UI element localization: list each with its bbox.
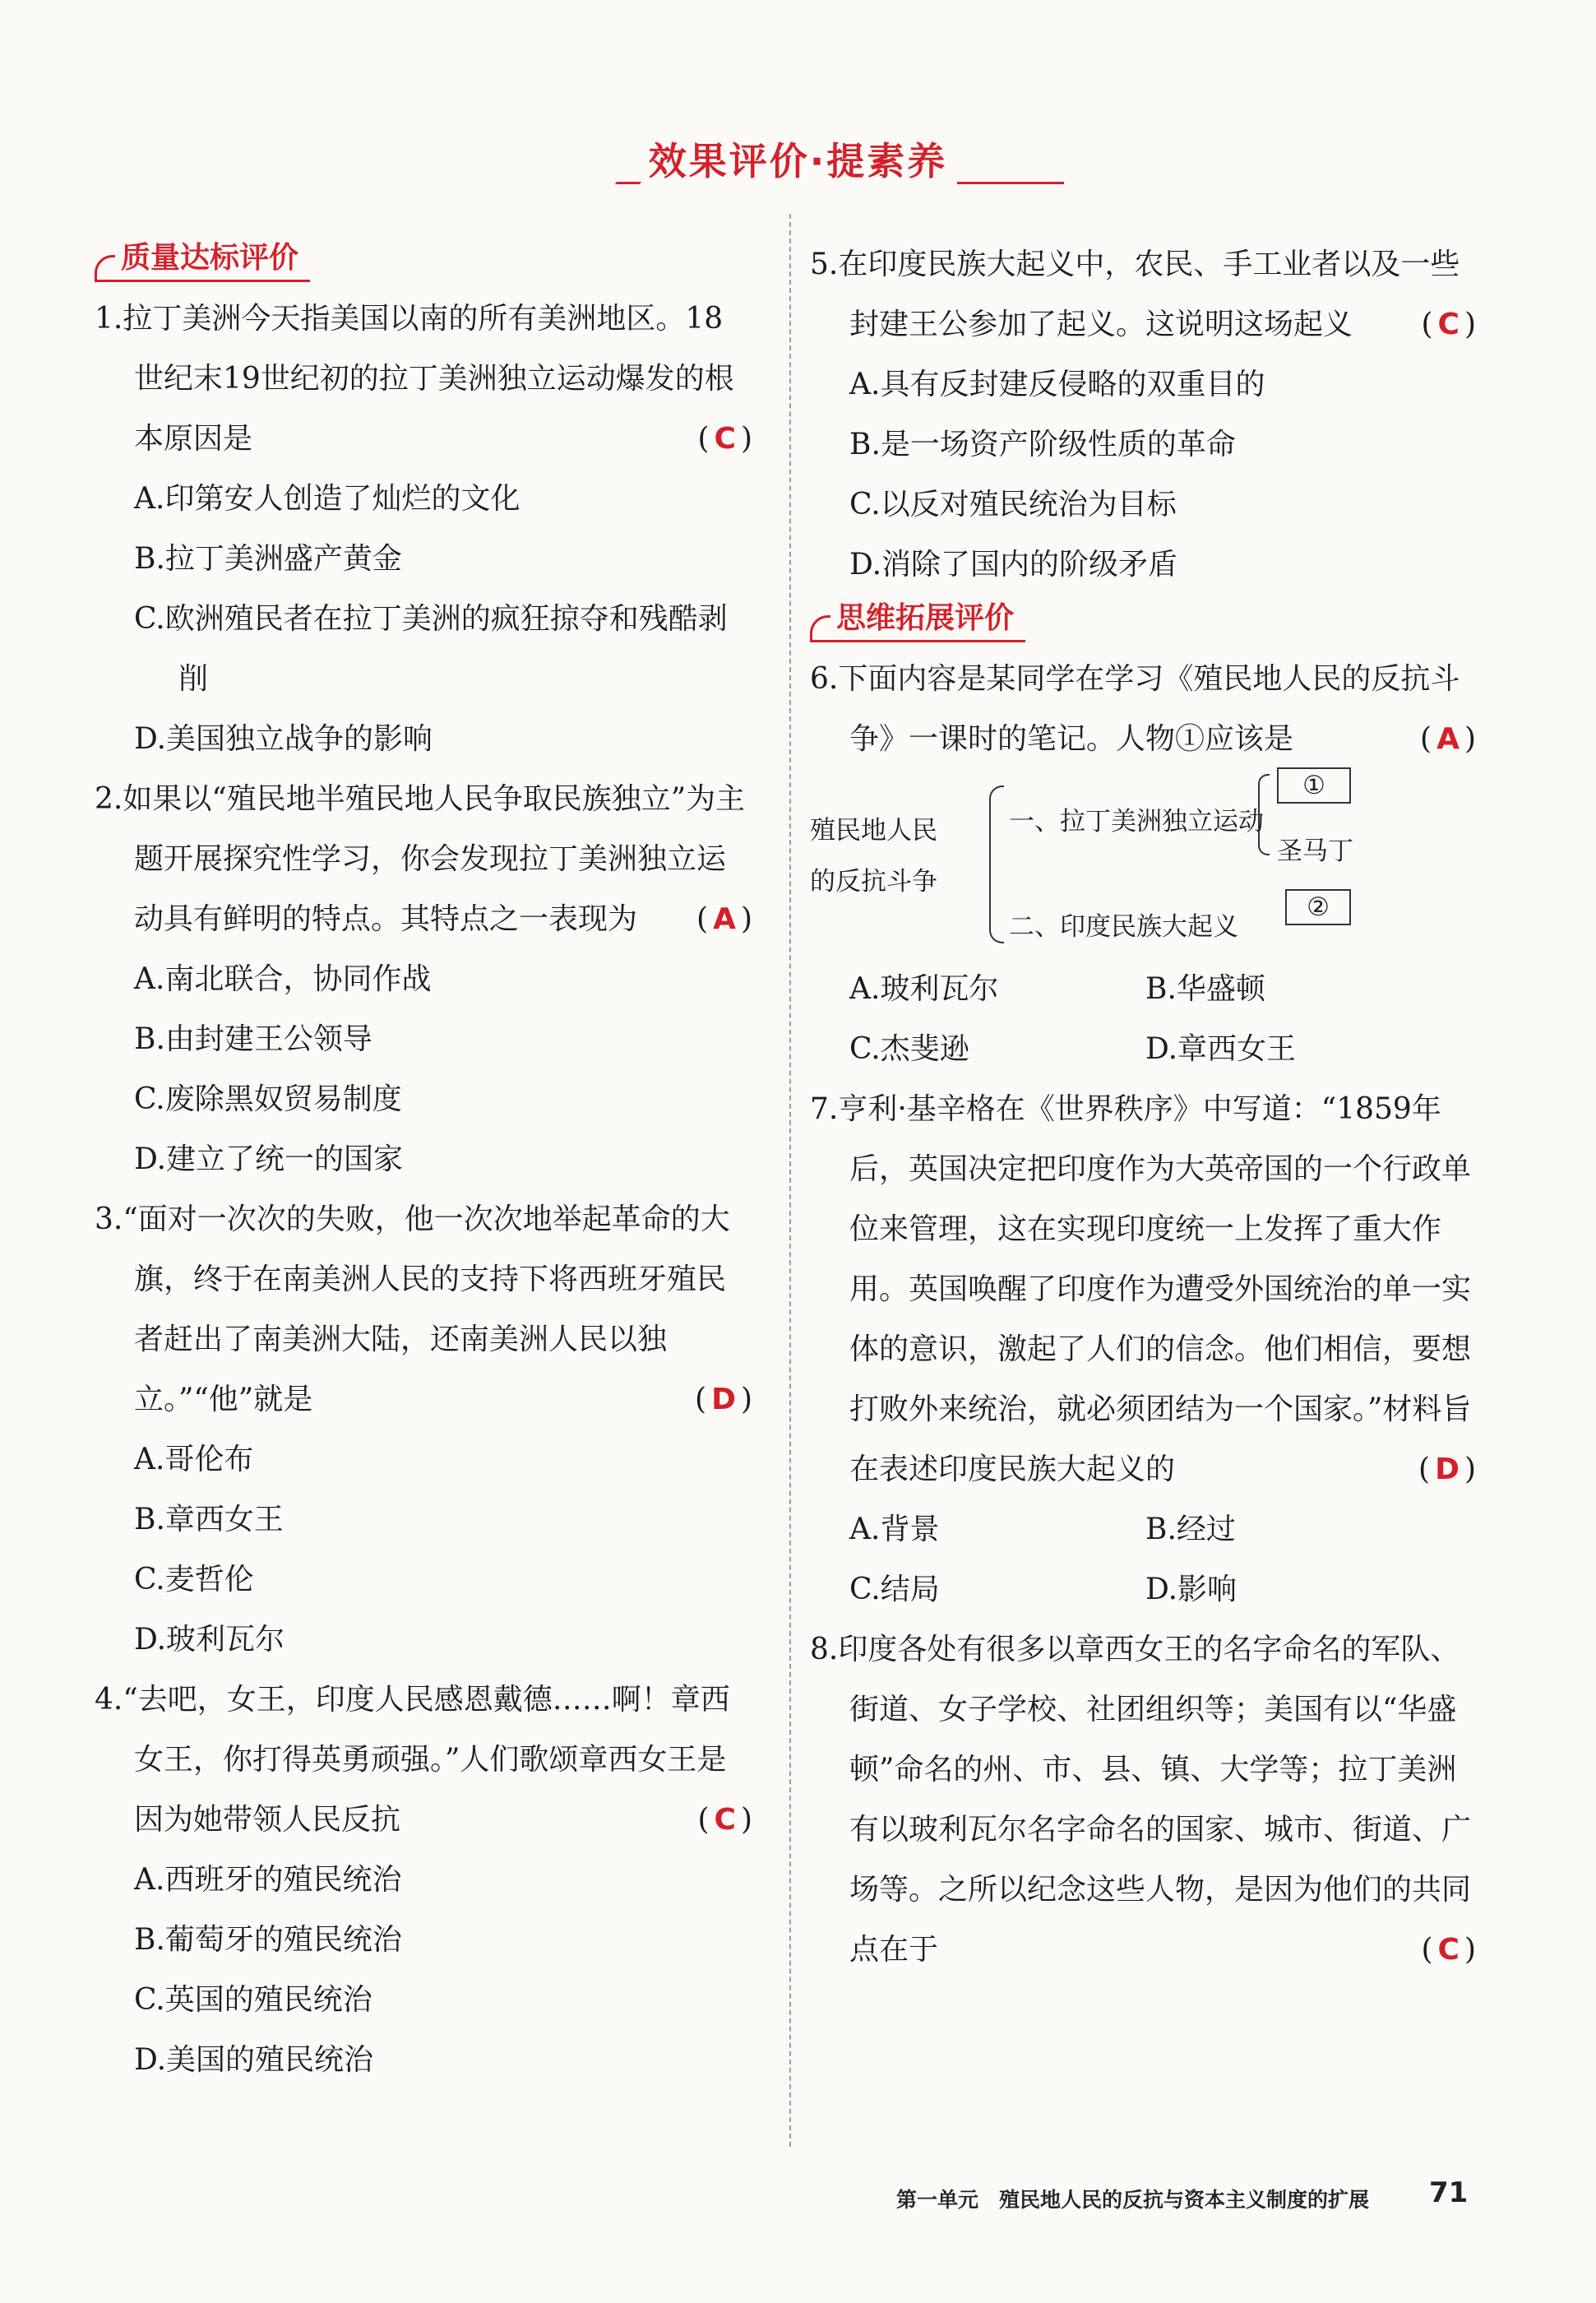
section-title-thinking: 思维拓展评价 [810, 595, 1025, 642]
answer-letter: C [1437, 308, 1460, 341]
option: B.经过 [1145, 1513, 1236, 1546]
question-stem: 7.亨利·基辛格在《世界秩序》中写道：“1859年后，英国决定把印度作为大英帝国的一个行政单位来管理，这在实现印度统一上发挥了重大作用。英国唤醒了印度作为遭受外国统治的单一实体的意识，激起了人们的信念。他们相信，要想打败外来统治，就必须团结为一个国家。”材料旨在表述印度民族大起义的 [810, 1092, 1472, 1486]
header-rule-right [957, 182, 1064, 184]
answer-letter: A [1436, 722, 1460, 756]
diagram-branch-india: 二、印度民族大起义 [1009, 912, 1238, 942]
option: D.章西女王 [1145, 1032, 1297, 1066]
option: D.建立了统一的国家 [134, 1142, 404, 1176]
question-stem: 4.“去吧，女王，印度人民感恩戴德……啊！章西女王，你打得英勇顽强。”人们歌颂章西女王是因为她带领人民反抗 [95, 1683, 730, 1837]
option: D.消除了国内的阶级矛盾 [849, 548, 1178, 582]
diagram-brace-main [989, 785, 1004, 943]
option: D.美国独立战争的影响 [134, 722, 433, 756]
option: B.华盛顿 [1145, 972, 1265, 1006]
diagram-blank-1: ① [1277, 767, 1351, 804]
option: A.南北联合，协同作战 [134, 962, 432, 996]
page-number: 71 [1429, 2176, 1469, 2209]
option: A.西班牙的殖民统治 [134, 1863, 402, 1897]
option: C.结局 [849, 1573, 940, 1606]
answer-letter: A [713, 902, 736, 936]
option: C.杰斐逊 [849, 1032, 969, 1066]
answer-letter: C [1437, 1933, 1460, 1967]
question-5 [810, 234, 1476, 595]
question-6 [810, 649, 1476, 1079]
option: B.是一场资产阶级性质的革命 [849, 428, 1236, 461]
header-rule-left [614, 182, 641, 184]
diagram-leaf-san-martin: 圣马丁 [1277, 836, 1353, 866]
column-divider [789, 214, 791, 2147]
diagram-branch-latin-america: 一、拉丁美洲独立运动 [1009, 807, 1264, 836]
question-7 [810, 1079, 1476, 1620]
option: C.欧洲殖民者在拉丁美洲的疯狂掠夺和残酷剥削 [134, 602, 728, 696]
answer-letter: D [1435, 1453, 1460, 1486]
option: C.以反对殖民统治为目标 [849, 488, 1177, 521]
answer-bracket: ( D ) [1418, 1453, 1476, 1486]
answer-letter: C [714, 1803, 736, 1837]
answer-bracket: ( C ) [697, 1803, 752, 1837]
option: D.美国的殖民统治 [134, 2043, 374, 2077]
answer-bracket: ( C ) [1421, 308, 1476, 341]
question-stem: 8.印度各处有很多以章西女王的名字命名的军队、街道、女子学校、社团组织等；美国有以“华盛顿”命名的州、市、县、镇、大学等；拉丁美洲有以玻利瓦尔名字命名的国家、城市、街道、广场等。之所以纪念这些人物，是因为他们的共同点在于 [810, 1633, 1472, 1967]
page-header [0, 132, 1596, 186]
question-stem: 6.下面内容是某同学在学习《殖民地人民的反抗斗争》一课时的笔记。人物①应该是 [810, 662, 1460, 756]
footer-unit-title: 第一单元 殖民地人民的反抗与资本主义制度的扩展 [896, 2188, 1370, 2212]
right-column [810, 234, 1476, 1980]
option: D.影响 [1145, 1573, 1237, 1606]
question-stem: 5.在印度民族大起义中，农民、手工业者以及一些封建王公参加了起义。这说明这场起义 [810, 248, 1460, 341]
option: A.具有反封建反侵略的双重目的 [849, 368, 1265, 401]
answer-bracket: ( A ) [1420, 722, 1476, 756]
option: A.印第安人创造了灿烂的文化 [134, 482, 520, 516]
option: B.章西女王 [134, 1503, 284, 1536]
answer-bracket: ( D ) [695, 1383, 752, 1416]
option: A.背景 [849, 1513, 940, 1546]
option: B.拉丁美洲盛产黄金 [134, 542, 402, 576]
left-column [95, 234, 752, 2090]
diagram-brace-sub [1258, 774, 1270, 855]
notes-diagram [810, 771, 1476, 951]
option: C.废除黑奴贸易制度 [134, 1082, 402, 1116]
section-title-quality: 质量达标评价 [95, 234, 310, 282]
question-stem: 1.拉丁美洲今天指美国以南的所有美洲地区。18世纪末19世纪初的拉丁美洲独立运动爆发的根本原因是 [95, 302, 734, 456]
option: C.麦哲伦 [134, 1563, 254, 1596]
question-4 [95, 1670, 752, 2090]
answer-letter: D [711, 1383, 736, 1416]
question-3 [95, 1189, 752, 1670]
diagram-root: 殖民地人民 的反抗斗争 [810, 816, 937, 897]
option: A.玻利瓦尔 [849, 972, 999, 1006]
answer-bracket: ( C ) [1421, 1933, 1476, 1967]
option: A.哥伦布 [134, 1443, 254, 1476]
answer-letter: C [714, 422, 736, 456]
diagram-blank-2: ② [1285, 889, 1351, 925]
option: D.玻利瓦尔 [134, 1623, 285, 1657]
answer-bracket: ( C ) [697, 422, 752, 456]
question-8 [810, 1620, 1476, 1980]
answer-bracket: ( A ) [696, 902, 752, 936]
question-1 [95, 289, 752, 769]
option: B.由封建王公领导 [134, 1022, 372, 1056]
header-title: 效果评价·提素养 [648, 139, 948, 183]
question-2 [95, 769, 752, 1189]
option: C.英国的殖民统治 [134, 1983, 372, 2017]
option: B.葡萄牙的殖民统治 [134, 1923, 402, 1957]
question-stem: 3.“面对一次次的失败，他一次次地举起革命的大旗，终于在南美洲人民的支持下将西班牙殖民者赶出了南美洲大陆，还南美洲人民以独立。”“他”就是 [95, 1202, 730, 1416]
question-stem: 2.如果以“殖民地半殖民地人民争取民族独立”为主题开展探究性学习，你会发现拉丁美洲独立运动具有鲜明的特点。其特点之一表现为 [95, 782, 746, 936]
